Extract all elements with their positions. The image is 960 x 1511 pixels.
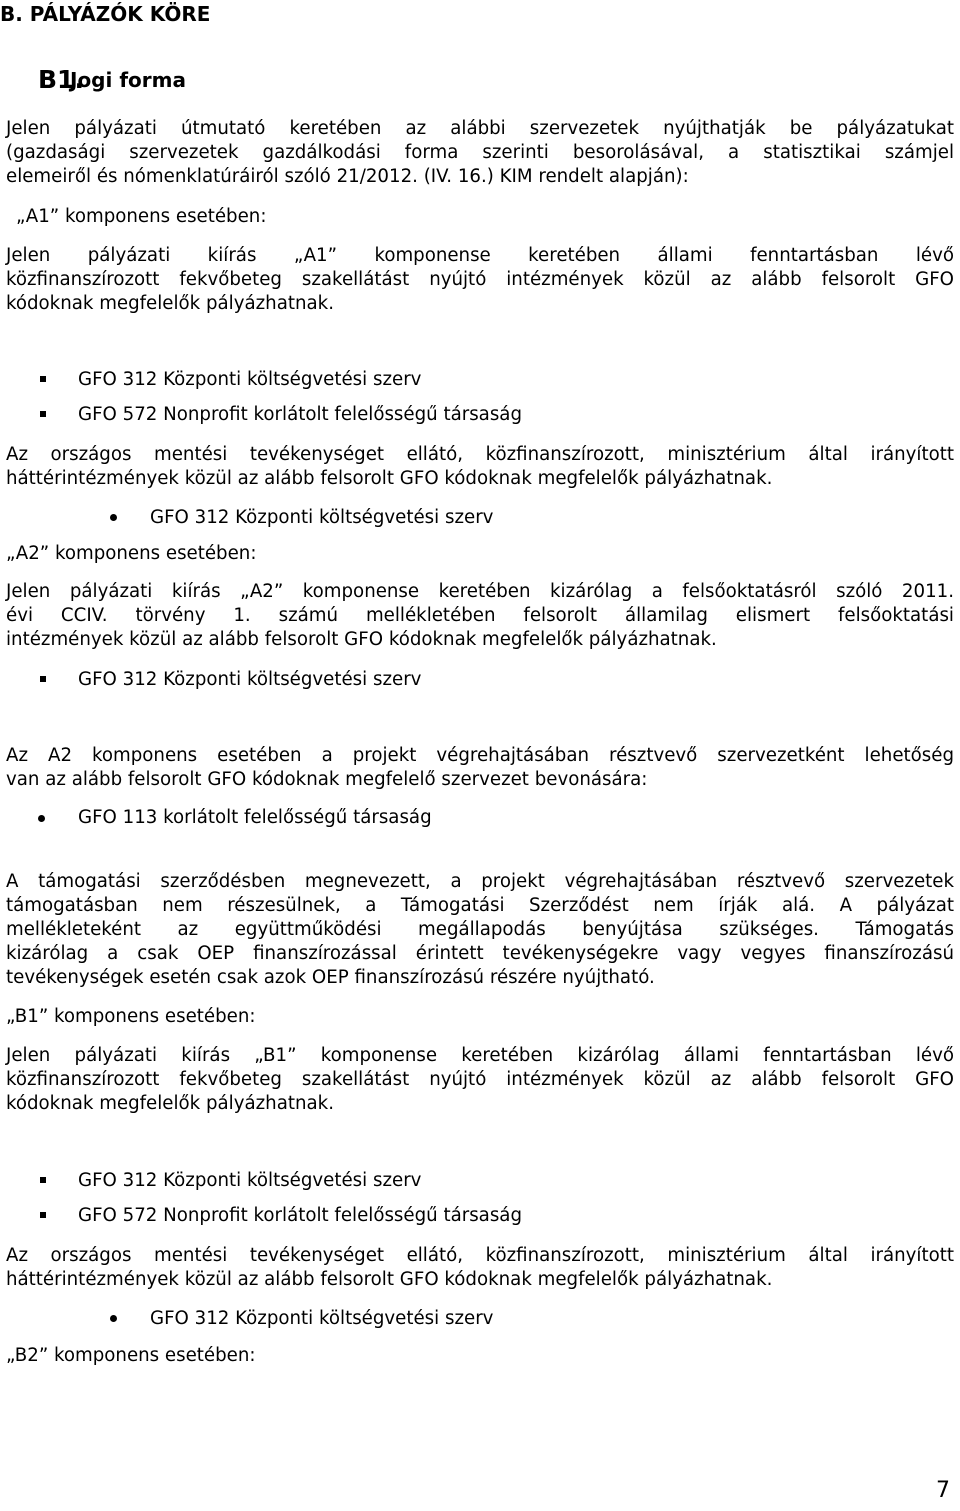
square-bullet-icon	[40, 1177, 46, 1183]
a2-para1-line-3: intézmények közül az alább felsorolt GFO kódoknak megfelelők pályázhatnak.	[6, 629, 717, 650]
a1-para2-line-2: háttérintézmények közül az alább felsorolt GFO kódoknak megfelelők pályázhatnak.	[6, 468, 773, 489]
a2-para3-line-5: tevékenységek esetén csak azok OEP finanszírozású részére nyújtható.	[6, 967, 655, 988]
b2-label: „B2” komponens esetében:	[6, 1345, 256, 1366]
intro-line-3: elemeiről és nómenklatúráiról szóló 21/2012. (IV. 16.) KIM rendelt alapján):	[6, 166, 689, 187]
square-bullet-icon	[40, 676, 46, 682]
a2-list2-item: GFO 113 korlátolt felelősségű társaság	[78, 807, 432, 828]
section-heading: B. PÁLYÁZÓK KÖRE	[0, 2, 211, 26]
round-bullet-icon	[38, 815, 45, 822]
a2-para2-line-1: Az A2 komponens esetében a projekt végrehajtásában résztvevő szervezetként lehetőség	[6, 745, 954, 766]
a2-para1-line-1: Jelen pályázati kiírás „A2” komponense keretében kizárólag a felsőoktatásról szóló 2011.	[6, 581, 954, 602]
b1-label: „B1” komponens esetében:	[6, 1006, 256, 1027]
b1-para2-line-2: háttérintézmények közül az alább felsorolt GFO kódoknak megfelelők pályázhatnak.	[6, 1269, 773, 1290]
intro-line-2: (gazdasági szervezetek gazdálkodási forma szerinti besorolásával, a statisztikai számjel	[6, 142, 954, 163]
a2-para3-line-4: kizárólag a csak OEP finanszírozással érintett tevékenységekre vagy vegyes finanszírozású	[6, 943, 954, 964]
intro-line-1: Jelen pályázati útmutató keretében az alábbi szervezetek nyújthatják be pályázatukat	[6, 118, 954, 139]
a1-label: „A1” komponens esetében:	[16, 206, 267, 227]
subsection-number: B1.	[38, 65, 84, 94]
round-bullet-icon	[110, 514, 117, 521]
a2-para3-line-3: mellékleteként az együttműködési megállapodás benyújtása szükséges. Támogatás	[6, 919, 954, 940]
subsection-title: Jogi forma	[70, 68, 186, 92]
b1-list-item: GFO 312 Központi költségvetési szerv	[78, 1170, 422, 1191]
square-bullet-icon	[40, 411, 46, 417]
a1-para1-line-3: kódoknak megfelelők pályázhatnak.	[6, 293, 334, 314]
a2-para1-line-2: évi CCIV. törvény 1. számú mellékletében felsorolt államilag elismert felsőoktatási	[6, 605, 954, 626]
a2-para3-line-1: A támogatási szerződésben megnevezett, a projekt végrehajtásában résztvevő szervezetek	[6, 871, 954, 892]
a2-para3-line-2: támogatásban nem részesülnek, a Támogatási Szerződést nem írják alá. A pályázat	[6, 895, 954, 916]
square-bullet-icon	[40, 1212, 46, 1218]
a2-list-item: GFO 312 Központi költségvetési szerv	[78, 669, 422, 690]
a1-list-item: GFO 572 Nonprofit korlátolt felelősségű társaság	[78, 404, 522, 425]
b1-list-item: GFO 572 Nonprofit korlátolt felelősségű társaság	[78, 1205, 522, 1226]
round-bullet-icon	[110, 1315, 117, 1322]
b1-list2-item: GFO 312 Központi költségvetési szerv	[150, 1308, 494, 1329]
square-bullet-icon	[40, 376, 46, 382]
a1-para2-line-1: Az országos mentési tevékenységet ellátó, közfinanszírozott, minisztérium által irányított	[6, 444, 954, 465]
a1-list-item: GFO 312 Központi költségvetési szerv	[78, 369, 422, 390]
b1-para1-line-1: Jelen pályázati kiírás „B1” komponense keretében kizárólag állami fenntartásban lévő	[6, 1045, 954, 1066]
b1-para2-line-1: Az országos mentési tevékenységet ellátó, közfinanszírozott, minisztérium által irányított	[6, 1245, 954, 1266]
a2-para2-line-2: van az alább felsorolt GFO kódoknak megfelelő szervezet bevonására:	[6, 769, 648, 790]
a1-para1-line-2: közfinanszírozott fekvőbeteg szakellátást nyújtó intézmények közül az alább felsorolt GFO	[6, 269, 954, 290]
a2-label: „A2” komponens esetében:	[6, 543, 257, 564]
a1-para1-line-1: Jelen pályázati kiírás „A1” komponense keretében állami fenntartásban lévő	[6, 245, 954, 266]
b1-para1-line-2: közfinanszírozott fekvőbeteg szakellátást nyújtó intézmények közül az alább felsorolt GFO	[6, 1069, 954, 1090]
page-number: 7	[936, 1478, 950, 1503]
b1-para1-line-3: kódoknak megfelelők pályázhatnak.	[6, 1093, 334, 1114]
a1-list2-item: GFO 312 Központi költségvetési szerv	[150, 507, 494, 528]
